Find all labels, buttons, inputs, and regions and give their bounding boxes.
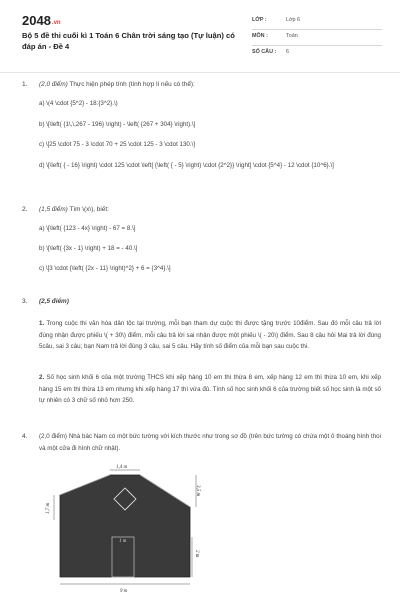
document-header (0, 0, 400, 73)
meta-label: SỐ CÂU : (252, 49, 277, 55)
part-number: 2. (39, 374, 45, 381)
meta-row-subject (252, 30, 382, 46)
meta-label: MÔN : (252, 33, 268, 39)
question-number: 1. (22, 81, 28, 88)
question-2-item-a: a) \[\left( {123 - 4x} \right) - 67 = 8.\] (39, 225, 136, 232)
wall-diagram (40, 462, 220, 597)
question-2-item-b: b) \[\left( {3x - 1} \right) + 18 = - 40.\] (39, 245, 138, 252)
question-number: 4. (22, 433, 28, 440)
meta-value: Lớp 6 (286, 17, 301, 23)
wall-diagram-svg (40, 462, 220, 597)
logo-suffix: .vn (51, 20, 61, 26)
site-logo[interactable] (22, 13, 61, 28)
question-number: 2. (22, 206, 28, 213)
question-text: Thực hiện phép tính (tính hợp lí nếu có thể): (69, 81, 195, 88)
question-text: Tìm \(x\), biết: (69, 206, 109, 213)
meta-label: LỚP : (252, 17, 267, 23)
meta-row-class (252, 14, 382, 30)
question-3-part-2 (39, 372, 381, 407)
dim-left-label: 1,7 m (46, 502, 51, 514)
dim-door-width-label: 1 m (119, 539, 127, 544)
question-points: (2,5 điểm) (39, 298, 69, 305)
dim-door-height-label: 2 m (194, 550, 199, 558)
question-1-item-c: c) \[25 \cdot 75 - 3 \cdot 70 + 25 \cdot 125 - 3 \cdot 130.\] (39, 141, 195, 148)
part-text: Số học sinh khối 6 của một trường THCS khi xếp hàng 10 em thì thừa 8 em, xếp hàng 12 em thì thừa 10 em, khi xếp hàng 15 em thì thừa 13 em nhưng khi xếp hàng 17 thì vừa đủ. Tính số học sinh khối 6 của trường biết số học sinh là một số tự nhiên có 3 chữ số nhỏ hơn 250. (39, 374, 381, 404)
part-number: 1. (39, 320, 45, 327)
question-1-item-a: a) \(4 \cdot {5^2} - 18:{3^2}.\) (39, 100, 118, 107)
meta-value: 6 (286, 49, 289, 55)
question-points: (1,5 điểm) (39, 206, 68, 213)
question-2-item-c: c) \[3 \cdot {\left( {2x - 11} \right)^2} + 6 = {3^4}.\] (39, 265, 171, 272)
question-points: (2,0 điểm) (39, 433, 67, 440)
dim-base-label: 9 m (120, 589, 128, 594)
question-3-prompt (39, 298, 69, 305)
question-points: (2,0 điểm) (39, 81, 68, 88)
question-1-prompt (39, 81, 195, 88)
question-4-prompt (39, 431, 381, 454)
question-text: Nhà bác Nam có một bức tường với kích thước như trong sơ đồ (trên bức tường có chứa một ô thoáng hình thoi và một cửa đi hình chữ nhật). (39, 433, 381, 452)
logo-text: 2048 (22, 13, 51, 28)
question-3-part-1 (39, 318, 381, 353)
meta-table (252, 14, 382, 61)
question-2-prompt (39, 206, 109, 213)
meta-row-count (252, 46, 382, 61)
dim-right-label: 3,5 m (195, 485, 200, 497)
question-number: 3. (22, 298, 28, 305)
part-text: Trong cuộc thi văn hóa dân tộc tại trường, mỗi bạn tham dự cuộc thi được tặng trước 10điểm. Sau đó mỗi câu trả lời đúng nhận được phiếu \( + 30\) điểm, mỗi câu trả lời sai nhận được một phiếu \( - 20\) điểm. Sau 8 câu hỏi Mai trả lời đúng 5câu, sai 3 câu; bạn Nam trả lời đúng 3 câu, sai 5 câu. Hãy tính số điểm của mỗi bạn sau cuộc thi. (39, 320, 381, 350)
document-title: Bộ 5 đề thi cuối kì 1 Toán 6 Chân trời sáng tạo (Tự luận) có đáp án - Đề 4 (22, 31, 235, 51)
meta-value: Toán (286, 33, 298, 39)
question-1-item-b: b) \[\left( {1\,\,267 - 196} \right) - \left( {267 + 304} \right).\] (39, 121, 196, 128)
question-1-item-d: d) \[\left( { - 16} \right) \cdot 125 \cdot \left[ {\left( { - 5} \right) \cdot {2^2}} \right] \cdot {5^4} - 12 \cdot {10^6}.\] (39, 162, 334, 169)
dim-top-label: 1,4 m (116, 465, 128, 470)
